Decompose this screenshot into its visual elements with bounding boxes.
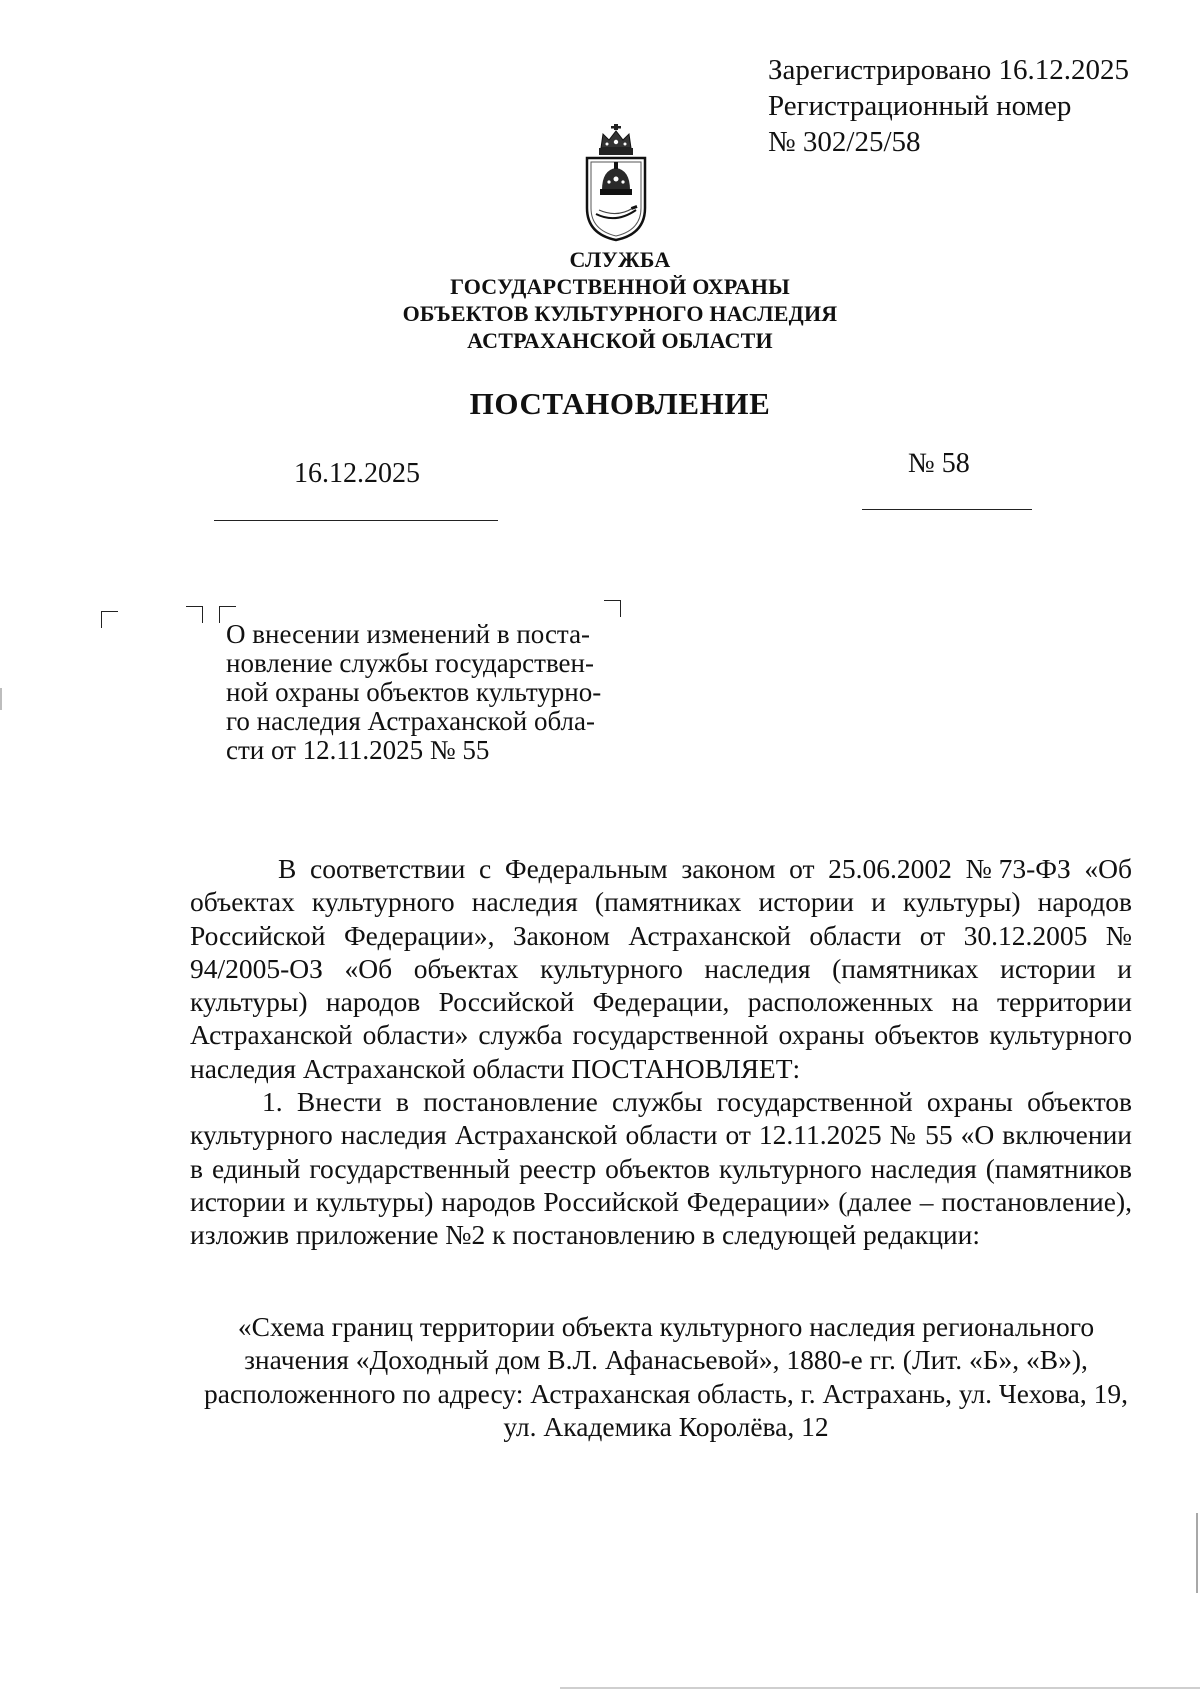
subject-line: сти от 12.11.2025 № 55 <box>226 735 490 765</box>
field-corner-mark <box>186 606 203 623</box>
field-corner-mark <box>101 611 118 628</box>
document-body <box>190 852 1132 1252</box>
astrakhan-coat-of-arms-icon <box>583 124 649 242</box>
registration-number-label: Регистрационный номер <box>768 90 1072 122</box>
subject-line: О внесении изменений в поста- <box>226 619 591 649</box>
subject-line: новление службы государствен- <box>226 648 594 678</box>
registration-stamp <box>768 52 1129 160</box>
agency-line-2: ГОСУДАРСТВЕННОЙ ОХРАНЫ <box>450 274 790 299</box>
agency-line-4: АСТРАХАНСКОЙ ОБЛАСТИ <box>467 328 773 353</box>
body-paragraph-item-1: 1. Внести в постановление службы государственной охраны объектов культурного наследия Астраханской области от 12.11.2025 № 55 «О включении в единый государственный реестр объектов культурного наследия (памятников истории и культуры) народов Российской Федерации» (далее – постановление), изложив приложение №2 к постановлению в следующей редакции: <box>190 1086 1132 1251</box>
document-date: 16.12.2025 <box>294 458 420 489</box>
date-underline <box>214 520 498 521</box>
document-number: № 58 <box>908 448 970 479</box>
number-underline <box>862 509 1032 510</box>
scan-artifact <box>560 1687 1200 1689</box>
agency-line-1: СЛУЖБА <box>569 247 671 272</box>
document-type: ПОСТАНОВЛЕНИЕ <box>469 386 771 421</box>
appendix-title-quote: «Схема границ территории объекта культурного наследия регионального значения «Доходный дом В.Л. Афанасьевой», 1880-е гг. (Лит. «Б», «В»), расположенного по адресу: Астраханская область, г. Астрахань, ул. Чехова, 19, ул. Академика Королёва, 12 <box>204 1311 1128 1442</box>
scan-artifact <box>1196 1513 1198 1593</box>
subject-line: ной охраны объектов культурно- <box>226 677 602 707</box>
agency-name <box>300 246 940 354</box>
registration-date: Зарегистрировано 16.12.2025 <box>768 54 1130 86</box>
scan-artifact <box>0 688 2 710</box>
field-corner-mark <box>604 600 621 617</box>
body-paragraph-legal-basis: В соответствии с Федеральным законом от 25.06.2002 №73-ФЗ «Об объектах культурного наследия (памятниках истории и культуры) народов Российской Федерации», Законом Астраханской области от 30.12.2005 № 94/2005-ОЗ «Об объектах культурного наследия (памятниках истории и культуры) народов Российской Федерации, расположенных на территории Астраханской области» служба государственной охраны объектов культурного наследия Астраханской области ПОСТАНОВЛЯЕТ: <box>190 853 1132 1084</box>
document-subject <box>226 620 626 765</box>
subject-line: го наследия Астраханской обла- <box>226 706 595 736</box>
agency-line-3: ОБЪЕКТОВ КУЛЬТУРНОГО НАСЛЕДИЯ <box>402 301 838 326</box>
registration-number: № 302/25/58 <box>768 126 921 158</box>
